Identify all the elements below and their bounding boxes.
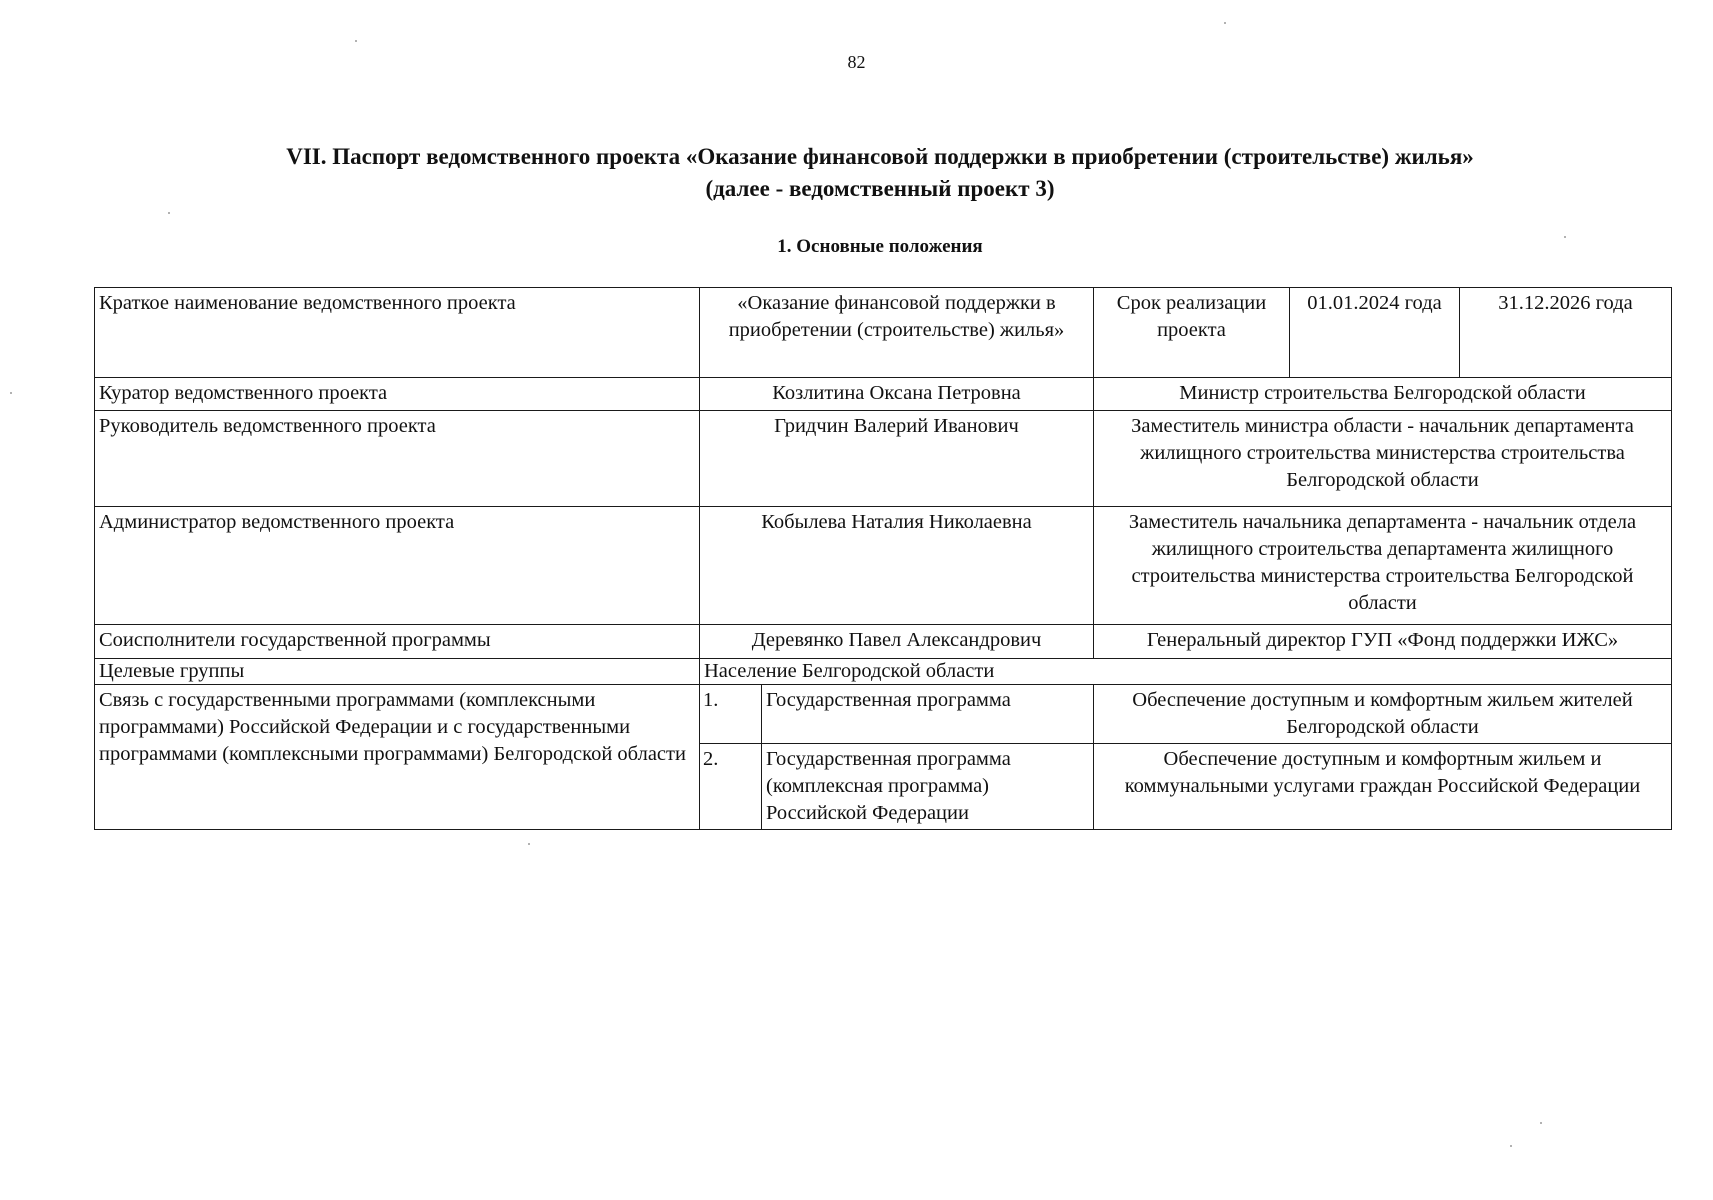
program-link-name: Обеспечение доступным и комфортным жильем и коммунальными услугами граждан Российской Федерации: [1094, 744, 1672, 830]
scan-speck: [528, 843, 530, 845]
head-label: Руководитель ведомственного проекта: [95, 411, 700, 507]
table-row-head: [95, 411, 1672, 507]
curator-position: Министр строительства Белгородской области: [1094, 378, 1672, 411]
curator-name: Козлитина Оксана Петровна: [700, 378, 1094, 411]
program-link-number: 1.: [700, 685, 762, 744]
co-executors-position: Генеральный директор ГУП «Фонд поддержки ИЖС»: [1094, 625, 1672, 659]
co-executors-name: Деревянко Павел Александрович: [700, 625, 1094, 659]
program-link-type: Государственная программа (комплексная программа) Российской Федерации: [762, 744, 1094, 830]
administrator-name: Кобылева Наталия Николаевна: [700, 507, 1094, 625]
term-label: Срок реализации проекта: [1094, 288, 1290, 378]
administrator-position: Заместитель начальника департамента - начальник отдела жилищного строительства департамента жилищного строительства министерства строительства Белгородской области: [1094, 507, 1672, 625]
curator-label: Куратор ведомственного проекта: [95, 378, 700, 411]
table-row-program-link-1: [95, 685, 1672, 744]
document-title: [80, 141, 1680, 205]
page-number: 82: [847, 52, 866, 72]
program-link-type: Государственная программа: [762, 685, 1094, 744]
table-row-short-name: [95, 288, 1672, 378]
document-title-line-2: (далее - ведомственный проект 3): [705, 176, 1055, 201]
short-name-label: Краткое наименование ведомственного проекта: [95, 288, 700, 378]
scan-speck: [10, 392, 12, 394]
table-row-co-executors: [95, 625, 1672, 659]
table-row-target-groups: [95, 659, 1672, 685]
table-row-curator: [95, 378, 1672, 411]
scan-speck: [168, 212, 170, 214]
program-link-name: Обеспечение доступным и комфортным жильем жителей Белгородской области: [1094, 685, 1672, 744]
document-title-line-1: VII. Паспорт ведомственного проекта «Оказание финансовой поддержки в приобретении (строительстве) жилья»: [286, 144, 1474, 169]
administrator-label: Администратор ведомственного проекта: [95, 507, 700, 625]
program-links-label: Связь с государственными программами (комплексными программами) Российской Федерации и с государственными программами (комплексными программами) Белгородской области: [95, 685, 700, 830]
short-name-value: «Оказание финансовой поддержки в приобретении (строительстве) жилья»: [700, 288, 1094, 378]
table-row-administrator: [95, 507, 1672, 625]
co-executors-label: Соисполнители государственной программы: [95, 625, 700, 659]
scan-speck: [1564, 236, 1566, 238]
section-heading: 1. Основные положения: [777, 236, 983, 257]
target-groups-label: Целевые группы: [95, 659, 700, 685]
passport-table: [94, 287, 1672, 830]
end-date: 31.12.2026 года: [1460, 288, 1672, 378]
scan-speck: [1224, 22, 1226, 24]
target-groups-value: Население Белгородской области: [700, 659, 1672, 685]
scan-speck: [355, 40, 357, 42]
head-name: Гридчин Валерий Иванович: [700, 411, 1094, 507]
start-date: 01.01.2024 года: [1290, 288, 1460, 378]
program-link-number: 2.: [700, 744, 762, 830]
scan-speck: [1540, 1122, 1542, 1124]
head-position: Заместитель министра области - начальник департамента жилищного строительства министерства строительства Белгородской области: [1094, 411, 1672, 507]
scan-speck: [1510, 1145, 1512, 1147]
